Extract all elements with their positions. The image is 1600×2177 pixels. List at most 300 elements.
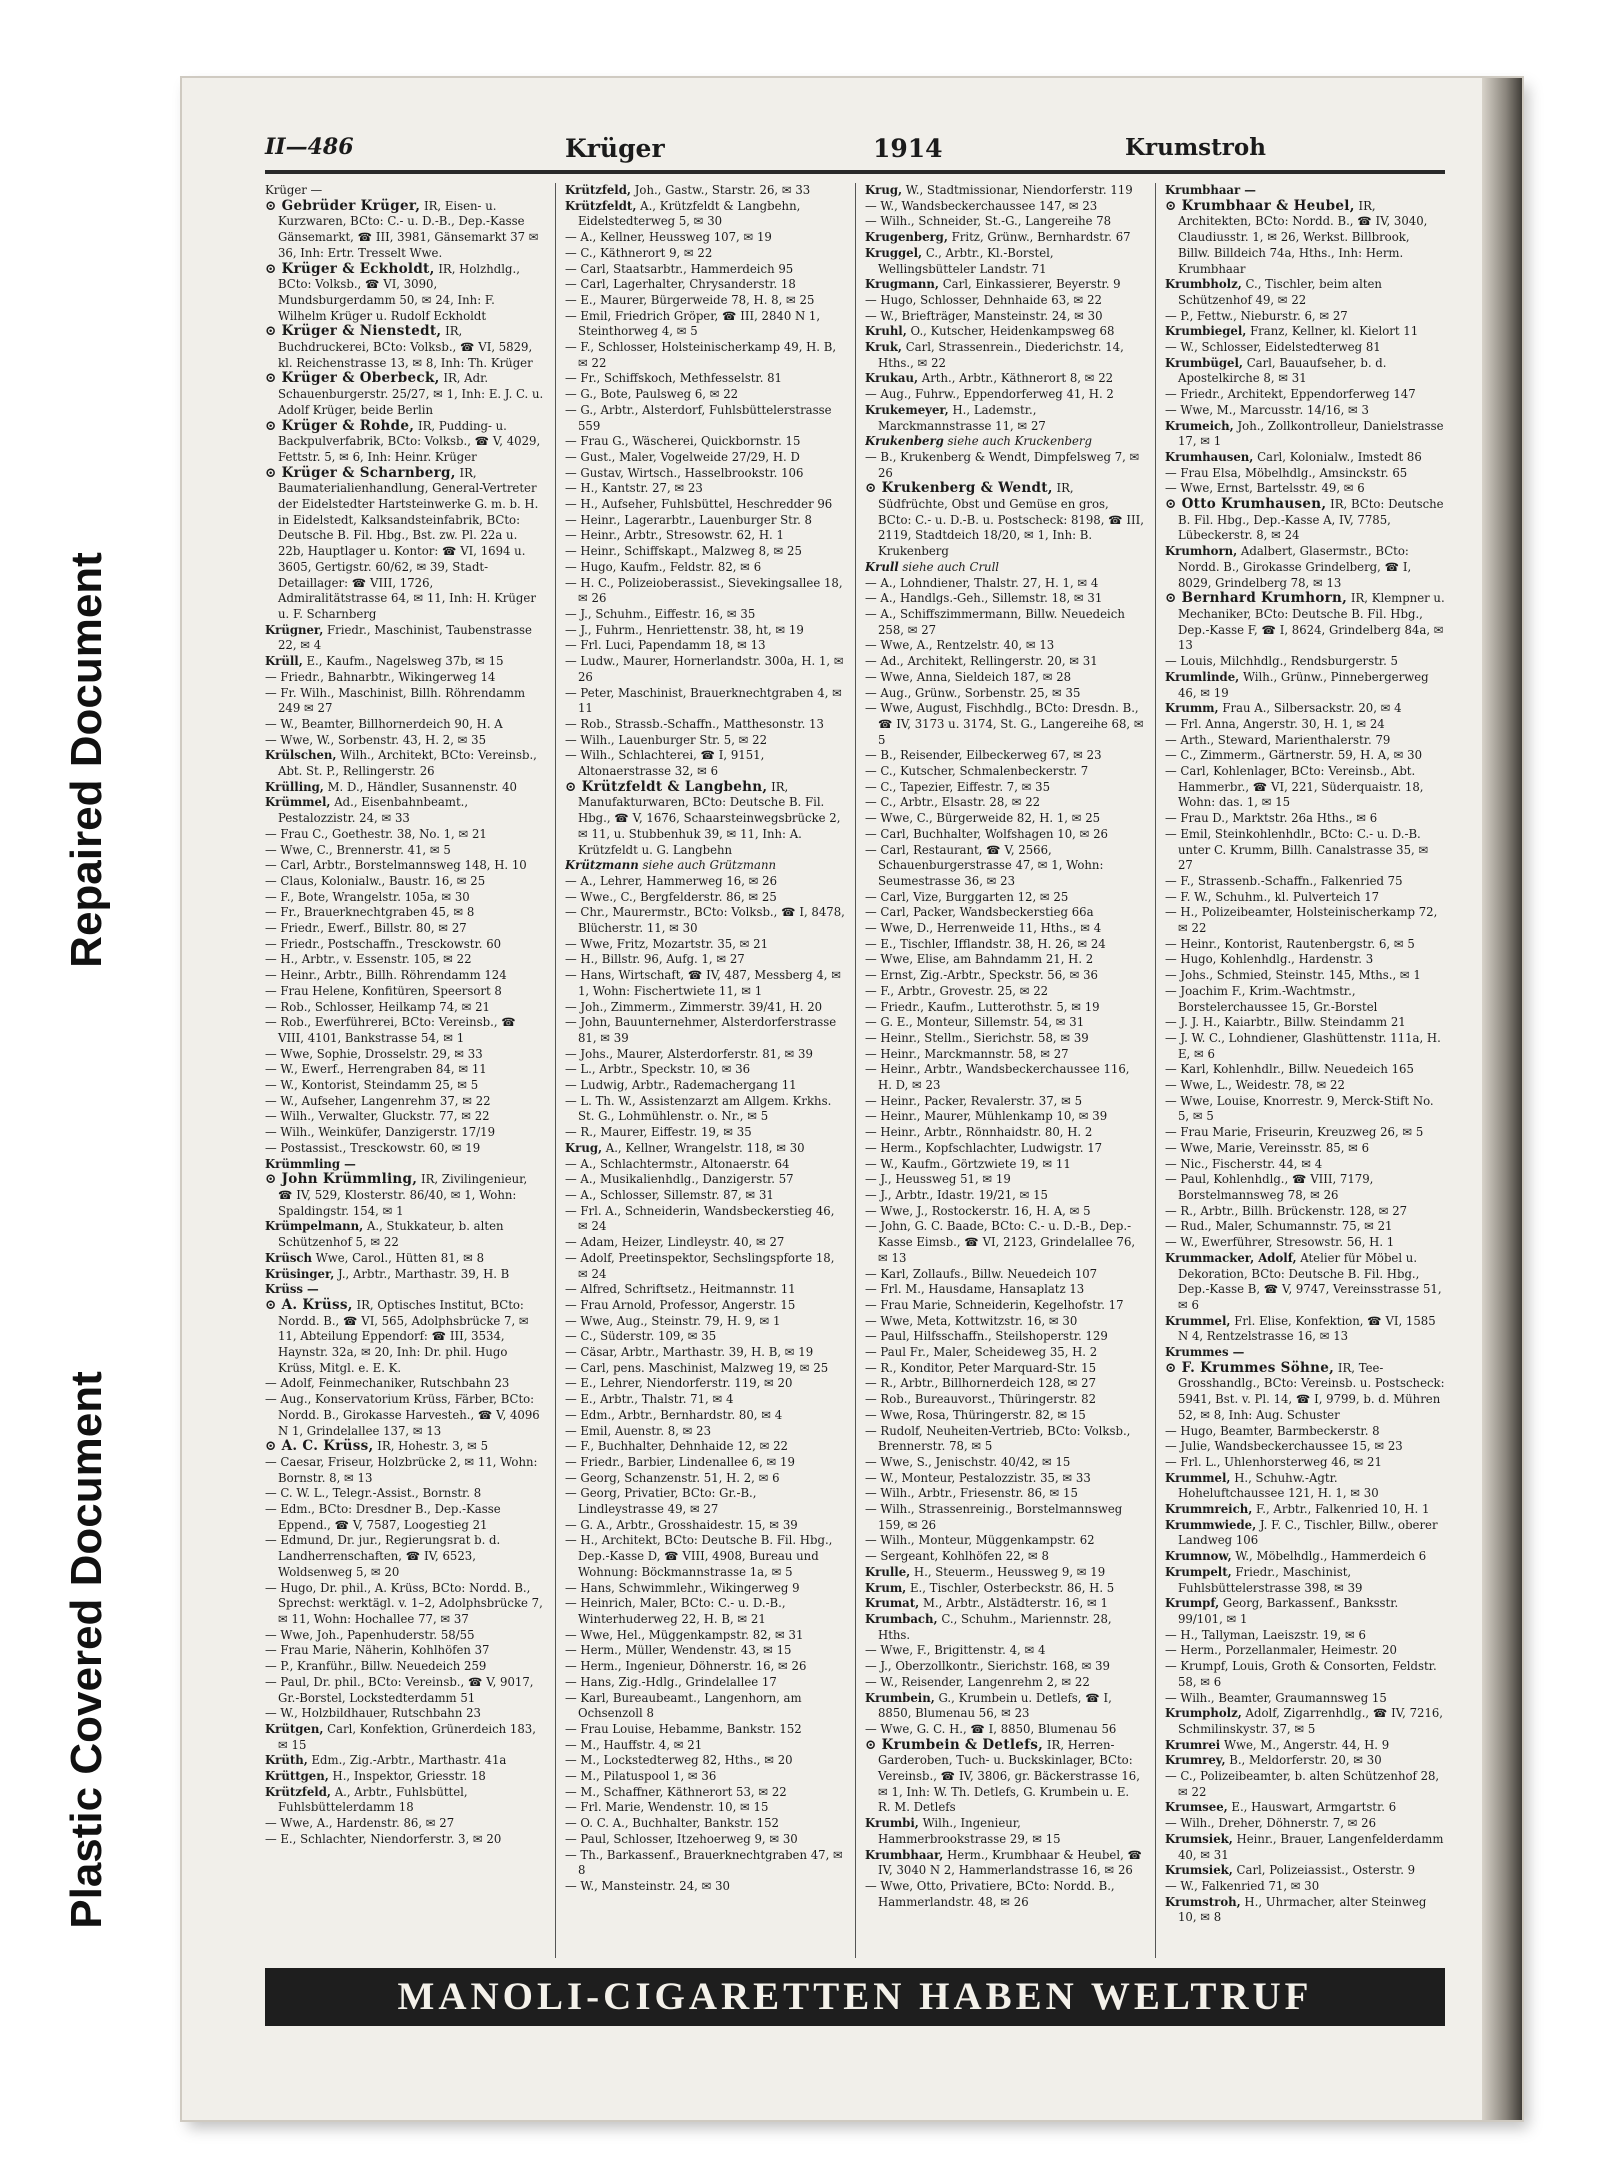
- entry-details: E., Hauswart, Armgartstr. 6: [1231, 1800, 1397, 1815]
- entry-details: IR, Adr. Schauenburgerstr. 25/27, ✉ 1, Inh: E. J. C. u. Adolf Krüger, beide Berlin: [278, 371, 544, 417]
- entry-details: — J., Oberzollkontr., Sierichstr. 168, ✉ 39: [865, 1659, 1110, 1674]
- entry-details: — Hans, Zig.-Hdlg., Grindelallee 17: [565, 1674, 777, 1689]
- entry-details: siehe auch Grützmann: [642, 858, 777, 873]
- entry-name: ⊙ Otto Krumhausen,: [1165, 496, 1327, 513]
- entry-name: Krützfeldt,: [565, 198, 637, 213]
- entry-details: A., Arbtr., Fuhlsbüttel, Fuhlsbüttelerdamm 18: [278, 1784, 468, 1815]
- entry-details: — A., Schlosser, Sillemstr. 87, ✉ 31: [565, 1188, 774, 1202]
- entry-details: — Emil, Steinkohlenhdlr., BCto: C.- u. D.-B. unter C. Krumm, Billh. Canalstrasse 35, ✉ 27: [1165, 826, 1429, 873]
- entry-details: — Carl, Vize, Burggarten 12, ✉ 25: [865, 889, 1069, 904]
- repaired-document-label: Repaired Document: [62, 552, 111, 968]
- entry-details: — P., Fettw., Nieburstr. 6, ✉ 27: [1165, 308, 1348, 323]
- directory-entry: [265, 874, 545, 890]
- entry-details: — G., Bote, Paulsweg 6, ✉ 22: [565, 387, 739, 402]
- directory-entry: [265, 1062, 545, 1078]
- directory-entry: [1165, 1424, 1445, 1440]
- directory-entry: [865, 1015, 1145, 1031]
- directory-entry: [1165, 811, 1445, 827]
- entry-details: siehe auch Crull: [902, 559, 1000, 574]
- directory-entry: [865, 1816, 1145, 1847]
- directory-entry: [1165, 1361, 1445, 1424]
- entry-details: H., Schuhw.-Agtr. Hoheluftchaussee 121, H. 1, ✉ 30: [1178, 1470, 1379, 1501]
- directory-entry: [1165, 748, 1445, 764]
- entry-details: Carl, Kolonialw., Imstedt 86: [1257, 449, 1422, 464]
- entry-name: Kruk,: [865, 340, 902, 355]
- directory-entry: [265, 371, 545, 418]
- entry-details: M., Arbtr., Alstädterstr. 16, ✉ 1: [922, 1596, 1108, 1611]
- entry-details: — Friedr., Barbier, Lindenallee 6, ✉ 19: [565, 1454, 795, 1469]
- directory-entry: [865, 1549, 1145, 1565]
- entry-details: — Wwe, Elise, am Bahndamm 21, H. 2: [865, 952, 1094, 967]
- directory-entry: [565, 481, 845, 497]
- entry-details: — Friedr., Architekt, Eppendorferweg 147: [1165, 387, 1416, 402]
- directory-entry: [865, 576, 1145, 592]
- directory-entry: [265, 890, 545, 906]
- entry-details: — Wilh., Monteur, Müggenkampstr. 62: [865, 1533, 1095, 1548]
- directory-entry: [1165, 670, 1445, 701]
- entry-name: Krugenberg,: [865, 230, 948, 245]
- directory-entry: [265, 984, 545, 1000]
- entry-details: Wwe, Carol., Hütten 81, ✉ 8: [315, 1250, 485, 1265]
- directory-entry: [265, 827, 545, 843]
- directory-entry: [265, 1219, 545, 1250]
- directory-entry: [565, 1047, 845, 1063]
- entry-details: — J. W. C., Lohndiener, Glashüttenstr. 111a, H. E, ✉ 6: [1165, 1030, 1441, 1061]
- directory-entry: [1165, 1345, 1445, 1361]
- directory-entry: [1165, 1596, 1445, 1627]
- entry-details: C., Tischler, beim alten Schützenhof 49, ✉ 22: [1178, 277, 1382, 307]
- entry-details: — W., Falkenried 71, ✉ 30: [1165, 1878, 1320, 1893]
- entry-name: Krüttgen,: [265, 1769, 329, 1784]
- directory-entry: [565, 1816, 845, 1832]
- entry-details: — Frau Elsa, Möbelhdlg., Amsinckstr. 65: [1165, 465, 1408, 480]
- directory-entry: [565, 262, 845, 278]
- entry-details: IR, Buchdruckerei, BCto: Volksb., ☎ VI, 5829, kl. Reichenstrasse 13, ✉ 8, Inh: Th. Krüger: [278, 324, 533, 370]
- entry-details: — C., Arbtr., Elsastr. 28, ✉ 22: [865, 795, 1041, 810]
- directory-entry: [865, 214, 1145, 230]
- entry-name: Krumrei: [1165, 1737, 1221, 1752]
- entry-details: O., Kutscher, Heidenkampsweg 68: [910, 324, 1115, 339]
- directory-entry: [865, 607, 1145, 638]
- directory-entry: [565, 733, 845, 749]
- directory-entry: [565, 1424, 845, 1440]
- directory-entry: [1165, 1691, 1445, 1707]
- entry-details: — R., Arbtr., Billhornerdeich 128, ✉ 27: [865, 1376, 1097, 1391]
- entry-details: — Frau Louise, Hebamme, Bankstr. 152: [565, 1721, 802, 1736]
- directory-entry: [265, 623, 545, 654]
- entry-name: Krummes —: [1165, 1345, 1245, 1360]
- entry-details: — Frau G., Wäscherei, Quickbornstr. 15: [565, 434, 801, 449]
- directory-entry: [1165, 701, 1445, 717]
- entry-name: Krull: [865, 559, 899, 574]
- directory-entry: [1165, 1565, 1445, 1596]
- directory-entry: [865, 1219, 1145, 1266]
- entry-details: — Fr., Schiffskoch, Methfesselstr. 81: [565, 371, 782, 386]
- entry-details: — E., Arbtr., Thalstr. 71, ✉ 4: [565, 1392, 734, 1407]
- entry-details: Ad., Eisenbahnbeamt., Pestalozzistr. 24, ✉ 33: [278, 795, 469, 826]
- entry-name: Krumhausen,: [1165, 449, 1254, 464]
- entry-details: — Heinr., Arbtr., Rönnhaidstr. 80, H. 2: [865, 1125, 1093, 1140]
- entry-details: — Joh., Zimmerm., Zimmerstr. 39/41, H. 20: [565, 999, 823, 1014]
- directory-entry: [265, 1722, 545, 1753]
- directory-entry: [865, 1376, 1145, 1392]
- directory-entry: [1165, 356, 1445, 387]
- directory-entry: [865, 246, 1145, 277]
- directory-entry: [565, 497, 845, 513]
- directory-entry: [1165, 387, 1445, 403]
- directory-entry: [565, 1408, 845, 1424]
- entry-details: — Wwe., C., Bergfelderstr. 86, ✉ 25: [565, 889, 777, 904]
- entry-details: — Frau Arnold, Professor, Angerstr. 15: [565, 1297, 796, 1312]
- directory-entry: [865, 387, 1145, 403]
- entry-details: — Wwe, Aug., Steinstr. 79, H. 9, ✉ 1: [565, 1313, 781, 1328]
- directory-entry: [865, 670, 1145, 686]
- entry-details: — Ludw., Maurer, Hornerlandstr. 300a, H. 1, ✉ 26: [565, 654, 844, 684]
- directory-entry: [1165, 1471, 1445, 1502]
- entry-name: Krummreich,: [1165, 1502, 1253, 1517]
- entry-details: — John, G. C. Baade, BCto: C.- u. D.-B., Dep.-Kasse Eimsb., ☎ VI, 2123, Grindelallee 76, ✉ 13: [865, 1219, 1136, 1265]
- directory-entry: [565, 638, 845, 654]
- directory-entry: [565, 450, 845, 466]
- entry-details: — C., Tapezier, Eiffestr. 7, ✉ 35: [865, 779, 1051, 794]
- entry-details: — H., Tallyman, Laeiszstr. 19, ✉ 6: [1165, 1627, 1366, 1642]
- directory-entry: [865, 1424, 1145, 1455]
- entry-details: — Wwe, F., Brigittenstr. 4, ✉ 4: [865, 1643, 1046, 1658]
- entry-name: Krüth,: [265, 1753, 308, 1768]
- directory-entry: [865, 1612, 1145, 1643]
- directory-entry: [1165, 1769, 1445, 1800]
- entry-name: Krümmling —: [265, 1156, 356, 1171]
- directory-entry: [1165, 466, 1445, 482]
- entry-details: — Hugo, Kaufm., Feldstr. 82, ✉ 6: [565, 559, 762, 574]
- directory-entry: [1165, 403, 1445, 419]
- entry-details: — W., Beamter, Billhornerdeich 90, H. A: [265, 716, 503, 731]
- directory-entry: [865, 1298, 1145, 1314]
- directory-entry: [865, 1125, 1145, 1141]
- directory-entry: [1165, 1863, 1445, 1879]
- directory-entry: [565, 293, 845, 309]
- directory-entry: [565, 1581, 845, 1597]
- entry-details: W., Stadtmissionar, Niendorferstr. 119: [905, 183, 1133, 197]
- directory-entry: [565, 1785, 845, 1801]
- book-spine-shadow: [1482, 78, 1522, 2120]
- entry-details: — W., Ewerführer, Stresowstr. 56, H. 1: [1165, 1235, 1395, 1250]
- entry-details: Friedr., Maschinist, Taubenstrasse 22, ✉ 4: [278, 622, 532, 653]
- entry-details: — Julie, Wandsbeckerchaussee 15, ✉ 23: [1165, 1439, 1403, 1454]
- directory-entry: [565, 623, 845, 639]
- directory-entry: [565, 1062, 845, 1078]
- entry-details: — A., Lehrer, Hammerweg 16, ✉ 26: [565, 873, 778, 888]
- directory-entry: [865, 1031, 1145, 1047]
- entry-details: — Wilh., Arbtr., Friesenstr. 86, ✉ 15: [865, 1486, 1078, 1501]
- entry-name: Krumbhaar,: [865, 1847, 944, 1862]
- entry-details: — A., Musikalienhdlg., Danzigerstr. 57: [565, 1172, 794, 1187]
- entry-details: — G. A., Arbtr., Grosshaidestr. 15, ✉ 39: [565, 1517, 798, 1532]
- entry-details: Arth., Arbtr., Käthnerort 8, ✉ 22: [921, 371, 1114, 386]
- entry-details: — Paul, Kohlenhdlg., ☎ VIII, 7179, Borstelmannsweg 78, ✉ 26: [1165, 1172, 1374, 1202]
- entry-details: Adalbert, Glasermstr., BCto: Nordd. B., Girokasse Grindelberg, ☎ I, 8029, Grindelberg 78, ✉ 13: [1178, 544, 1412, 590]
- directory-entry: [565, 937, 845, 953]
- directory-entry: [1165, 1235, 1445, 1251]
- directory-entry: [565, 1298, 845, 1314]
- column-4: [1165, 183, 1445, 1958]
- entry-name: ⊙ Krukenberg & Wendt,: [865, 480, 1053, 497]
- directory-entry: [265, 1141, 545, 1157]
- entry-details: — Alfred, Schriftsetz., Heitmannstr. 11: [565, 1282, 796, 1297]
- directory-entry: [265, 937, 545, 953]
- entry-details: — B., Reisender, Eilbeckerweg 67, ✉ 23: [865, 748, 1102, 763]
- directory-entry: [865, 1691, 1145, 1722]
- directory-entry: [565, 748, 845, 779]
- directory-entry: [865, 1471, 1145, 1487]
- directory-entry: [1165, 1659, 1445, 1690]
- directory-entry: [565, 199, 845, 230]
- entry-details: — Friedr., Ewerf., Billstr. 80, ✉ 27: [265, 921, 467, 936]
- entry-details: — J., Fuhrm., Henriettenstr. 38, ht, ✉ 19: [565, 622, 804, 637]
- entry-name: Krum,: [865, 1580, 907, 1595]
- entry-details: — Wwe, Hel., Müggenkampstr. 82, ✉ 31: [565, 1627, 804, 1642]
- entry-details: IR, Hohestr. 3, ✉ 5: [377, 1439, 489, 1454]
- entry-details: — Wwe, J., Rostockerstr. 16, H. A, ✉ 5: [865, 1203, 1091, 1218]
- directory-entry: [265, 1157, 545, 1173]
- directory-entry: [565, 1675, 845, 1691]
- entry-details: — F., Bote, Wrangelstr. 105a, ✉ 30: [265, 889, 470, 904]
- directory-entry: [1165, 591, 1445, 654]
- entry-name: Krützfeld,: [565, 183, 631, 197]
- entry-details: IR, Optisches Institut, BCto: Nordd. B., ☎ VI, 565, Adolphsbrücke 7, ✉ 11, Abteilung Eppendorf: ☎ III, 3534, Haynstr. 32a, ✉ 20, Inh: Dr. phil. Hugo Krüss, Mitgl. e. E. K.: [278, 1297, 529, 1375]
- column-divider: [855, 183, 856, 1958]
- directory-entry: [565, 1015, 845, 1046]
- directory-entry: [565, 1204, 845, 1235]
- directory-entry: [1165, 324, 1445, 340]
- entry-details: Wwe, M., Angerstr. 44, H. 9: [1223, 1737, 1390, 1752]
- directory-entry: [1165, 890, 1445, 906]
- directory-entry: [865, 591, 1145, 607]
- directory-entry: [865, 890, 1145, 906]
- directory-entry: [265, 1455, 545, 1486]
- directory-entry: [565, 1125, 845, 1141]
- directory-entry: [1165, 1251, 1445, 1314]
- entry-name: Krüsinger,: [265, 1266, 335, 1281]
- entry-details: — Wilh., Strassenreinig., Borstelmannsweg 159, ✉ 26: [865, 1502, 1123, 1532]
- advertisement-banner: MANOLI-CIGARETTEN HABEN WELTRUF: [265, 1968, 1445, 2026]
- directory-entry: [265, 952, 545, 968]
- entry-details: — Wwe, M., Marcusstr. 14/16, ✉ 3: [1165, 402, 1369, 417]
- directory-entry: [865, 1738, 1145, 1817]
- directory-entry: [1165, 717, 1445, 733]
- directory-entry: [565, 1518, 845, 1534]
- entry-name: ⊙ Krüger & Scharnberg,: [265, 464, 456, 481]
- entry-details: Herm., Krumbhaar & Heubel, ☎ IV, 3040 N 2, Hammerlandstrasse 16, ✉ 26: [878, 1847, 1143, 1878]
- directory-entry: [865, 1345, 1145, 1361]
- entry-details: — M., Schaffner, Käthnerort 53, ✉ 22: [565, 1784, 787, 1799]
- entry-details: — M., Pilatuspool 1, ✉ 36: [565, 1769, 717, 1784]
- directory-entry: [565, 434, 845, 450]
- entry-details: — Aug., Fuhrw., Eppendorferweg 41, H. 2: [865, 387, 1114, 402]
- entry-details: — P., Kranführ., Billw. Neuedeich 259: [265, 1659, 487, 1674]
- entry-details: — C., Süderstr. 109, ✉ 35: [565, 1329, 717, 1344]
- entry-name: Krumsee,: [1165, 1800, 1228, 1815]
- directory-entry: [1165, 1753, 1445, 1769]
- entry-details: — R., Maurer, Eiffestr. 19, ✉ 35: [565, 1125, 752, 1140]
- entry-details: — Wwe, Fritz, Mozartstr. 35, ✉ 21: [565, 936, 769, 951]
- directory-entry: [265, 1251, 545, 1267]
- directory-entry: [265, 199, 545, 262]
- entry-name: Krumnow,: [1165, 1549, 1232, 1564]
- entry-details: — B., Krukenberg & Wendt, Dimpfelsweg 7, ✉ 26: [865, 449, 1140, 480]
- entry-details: — Ad., Architekt, Rellingerstr. 20, ✉ 31: [865, 654, 1098, 669]
- directory-entry: [565, 1000, 845, 1016]
- directory-entry: [865, 1109, 1145, 1125]
- directory-entry: [565, 340, 845, 371]
- entry-name: Krümmel,: [265, 795, 331, 810]
- directory-entry: [265, 1581, 545, 1628]
- entry-details: W., Möbelhdlg., Hammerdeich 6: [1235, 1549, 1427, 1564]
- entry-details: C., Schuhm., Mariennstr. 28, Hths.: [878, 1611, 1112, 1642]
- directory-entry: [865, 309, 1145, 325]
- entry-details: — Wwe, Joh., Papenhuderstr. 58/55: [265, 1627, 475, 1642]
- directory-entry: [1165, 1816, 1445, 1832]
- directory-entry: [265, 1643, 545, 1659]
- entry-details: — A., Kellner, Heussweg 107, ✉ 19: [565, 230, 772, 245]
- entry-details: — M., Hauffstr. 4, ✉ 21: [565, 1737, 703, 1752]
- entry-details: — Hans, Schwimmlehr., Wikingerweg 9: [565, 1580, 800, 1595]
- directory-entry: [565, 1832, 845, 1848]
- entry-name: Krüll,: [265, 654, 303, 669]
- directory-entry: [1165, 183, 1445, 199]
- directory-entry: [565, 1392, 845, 1408]
- entry-details: — W., Kaufm., Görtzwiete 19, ✉ 11: [865, 1156, 1071, 1171]
- page-number: II—486: [265, 134, 354, 160]
- entry-details: — Adolf, Feinmechaniker, Rutschbahn 23: [265, 1376, 510, 1391]
- entry-name: Krummacker, Adolf,: [1165, 1250, 1297, 1265]
- entry-details: — Peter, Maschinist, Brauerknechtgraben 4, ✉ 11: [565, 685, 842, 716]
- entry-details: — Hugo, Kohlenhdlg., Hardenstr. 3: [1165, 952, 1374, 967]
- entry-name: ⊙ Krüger & Rohde,: [265, 417, 415, 434]
- directory-entry: [565, 1738, 845, 1754]
- directory-entry: [1165, 1141, 1445, 1157]
- directory-entry: [265, 419, 545, 466]
- entry-details: — Carl, Kohlenlager, BCto: Vereinsb., Abt. Hammerbr., ☎ VI, 221, Süderquaistr. 18, Wohn: das. 1, ✉ 15: [1165, 764, 1424, 810]
- directory-entry: [265, 1675, 545, 1706]
- directory-entry: [265, 1706, 545, 1722]
- entry-details: — Wwe, L., Weidestr. 78, ✉ 22: [1165, 1078, 1345, 1093]
- directory-entry: [565, 1691, 845, 1722]
- directory-entry: [565, 1282, 845, 1298]
- directory-entry: [265, 654, 545, 670]
- entry-name: Krukemeyer,: [865, 402, 949, 417]
- entry-details: — C., Käthnerort 9, ✉ 22: [565, 245, 713, 260]
- entry-name: ⊙ Krumbein & Detlefs,: [865, 1736, 1044, 1753]
- entry-details: — Karl, Bureaubeamt., Langenhorn, am Ochsenzoll 8: [565, 1690, 802, 1721]
- directory-entry: [865, 968, 1145, 984]
- entry-details: — Wwe, C., Bürgerweide 82, H. 1, ✉ 25: [865, 811, 1101, 826]
- entry-details: — Wwe, A., Rentzelstr. 40, ✉ 13: [865, 638, 1055, 653]
- entry-name: Krumbhaar —: [1165, 183, 1256, 197]
- page-header: [265, 128, 1445, 168]
- entry-details: — Wilh., Verwalter, Gluckstr. 77, ✉ 22: [265, 1109, 490, 1124]
- directory-entry: [1165, 733, 1445, 749]
- entry-details: — Aug., Konservatorium Krüss, Färber, BCto: Nordd. B., Girokasse Harvesteh., ☎ V, 4096 N 1, Grindelallee 137, ✉ 13: [265, 1392, 540, 1438]
- directory-entry: [865, 230, 1145, 246]
- entry-details: — F., Strassenb.-Schaffn., Falkenried 75: [1165, 873, 1403, 888]
- directory-entry: [565, 1722, 845, 1738]
- directory-entry: [565, 1078, 845, 1094]
- entry-details: — Friedr., Postschaffn., Tresckowstr. 60: [265, 936, 502, 951]
- directory-entry: [565, 717, 845, 733]
- directory-entry: [565, 560, 845, 576]
- directory-entry: [265, 1753, 545, 1769]
- entry-details: — W., Ewerf., Herrengraben 84, ✉ 11: [265, 1062, 487, 1077]
- directory-entry: [1165, 937, 1445, 953]
- directory-entry: [1165, 1125, 1445, 1141]
- entry-details: — E., Schlachter, Niendorferstr. 3, ✉ 20: [265, 1831, 502, 1846]
- entry-details: IR, Südfrüchte, Obst und Gemüse en gros, BCto: C.- u. D.-B. u. Postscheck: 8198, ☎ III, 2119, Stadtdeich 18/20, ✉ 1, Inh: B. Krukenberg: [878, 481, 1144, 559]
- entry-details: — Frl. Anna, Angerstr. 30, H. 1, ✉ 24: [1165, 716, 1385, 731]
- entry-details: Georg, Barkassenf., Banksstr. 99/101, ✉ 1: [1178, 1596, 1399, 1626]
- directory-entry: [865, 843, 1145, 890]
- entry-name: Krümpelmann,: [265, 1219, 364, 1234]
- directory-entry: [265, 905, 545, 921]
- directory-entry: [565, 1769, 845, 1785]
- directory-entry: [265, 183, 545, 199]
- directory-entry: [265, 1172, 545, 1219]
- entry-name: ⊙ F. Krummes Söhne,: [1165, 1359, 1335, 1376]
- entry-details: B., Meldorferstr. 20, ✉ 30: [1229, 1753, 1382, 1768]
- directory-entry: [865, 764, 1145, 780]
- directory-entry: [865, 199, 1145, 215]
- entry-details: Adolf, Zigarrenhdlg., ☎ IV, 7216, Schmilinskystr. 37, ✉ 5: [1178, 1706, 1444, 1736]
- directory-entry: [865, 1581, 1145, 1597]
- entry-details: — Nic., Fischerstr. 44, ✉ 4: [1165, 1156, 1323, 1171]
- directory-entry: [1165, 1078, 1445, 1094]
- directory-entry: [1165, 450, 1445, 466]
- entry-details: — Heinr., Schiffskapt., Malzweg 8, ✉ 25: [565, 544, 802, 559]
- entry-details: — Paul, Hilfsschaffn., Steilshoperstr. 129: [865, 1329, 1108, 1344]
- directory-entry: [565, 1251, 845, 1282]
- entry-details: — Georg, Privatier, BCto: Gr.-B., Lindleystrasse 49, ✉ 27: [565, 1486, 757, 1517]
- entry-details: — F., Arbtr., Grovestr. 25, ✉ 22: [865, 983, 1049, 998]
- entry-details: — Sergeant, Kohlhöfen 22, ✉ 8: [865, 1549, 1049, 1564]
- entry-details: — J., Schuhm., Eiffestr. 16, ✉ 35: [565, 606, 756, 621]
- scanned-page: [182, 78, 1522, 2120]
- directory-entry: [865, 1392, 1145, 1408]
- entry-details: — W., Aufseher, Langenrehm 37, ✉ 22: [265, 1093, 491, 1108]
- entry-details: — Wilh., Weinküfer, Danzigerstr. 17/19: [265, 1125, 496, 1140]
- directory-entry: [865, 1848, 1145, 1879]
- directory-entry: [265, 733, 545, 749]
- entry-details: F., Arbtr., Falkenried 10, H. 1: [1255, 1502, 1430, 1517]
- directory-entry: [865, 1188, 1145, 1204]
- directory-entry: [1165, 874, 1445, 890]
- directory-entry: [865, 1596, 1145, 1612]
- entry-details: — A., Schiffszimmermann, Billw. Neuedeich 258, ✉ 27: [865, 606, 1125, 637]
- header-last-name: Krumstroh: [1125, 134, 1266, 161]
- entry-details: Carl, Einkassierer, Beyerstr. 9: [942, 277, 1121, 292]
- entry-details: — Fr. Wilh., Maschinist, Billh. Röhrendamm 249 ✉ 27: [265, 685, 526, 716]
- directory-entry: [865, 1486, 1145, 1502]
- entry-details: — Wwe, Marie, Vereinsstr. 85, ✉ 6: [1165, 1140, 1370, 1155]
- entry-name: ⊙ Gebrüder Krüger,: [265, 197, 421, 214]
- directory-entry: [265, 1298, 545, 1377]
- entry-details: — Wwe, Sophie, Drosselstr. 29, ✉ 33: [265, 1046, 483, 1061]
- directory-entry: [865, 450, 1145, 481]
- directory-entry: [1165, 199, 1445, 278]
- directory-entry: [865, 1408, 1145, 1424]
- entry-name: Krülschen,: [265, 748, 337, 763]
- entry-details: Atelier für Möbel u. Dekoration, BCto: Deutsche B. Fil. Hbg., Dep.-Kasse B, ☎ V, 9747, Vereinsstrasse 51, ✉ 6: [1178, 1250, 1442, 1312]
- directory-entry: [565, 183, 845, 199]
